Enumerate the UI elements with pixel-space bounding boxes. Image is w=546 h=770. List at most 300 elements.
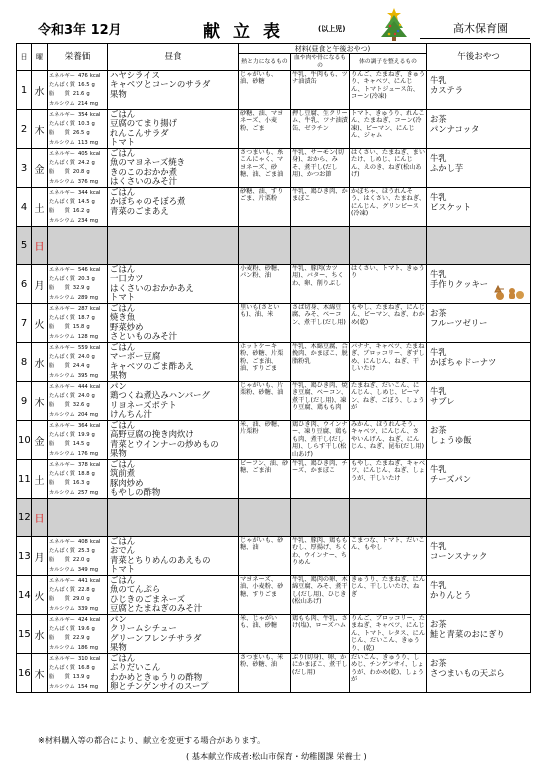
ing-energy: 小麦粉、砂糖、パン粉、油 (239, 265, 291, 304)
table-row (17, 421, 531, 460)
day-number: 6 (17, 265, 32, 304)
snack-item: 牛乳 (430, 75, 447, 85)
ing-blood: 牛乳、豚肉(カツ用)、バター、ちくわ、卵、削りぶし (291, 265, 350, 304)
nutrition-line (49, 81, 106, 90)
ing-blood: 押し豆腐、生クリーム、牛乳、ツナ油漬缶、ゼラチン (291, 110, 350, 149)
nutrition-value: 32.9 (72, 285, 85, 292)
nutrition-line (49, 605, 106, 614)
nutrition-value: 22.0 (72, 557, 85, 564)
nutrition-unit: g (91, 587, 95, 594)
snack-item: お茶 (430, 658, 447, 668)
snack-item: お茶 (430, 619, 447, 629)
nutrition-value: 349 (77, 566, 88, 573)
nutrition-line (49, 625, 106, 634)
nutrition-unit: mg (89, 139, 99, 146)
snack-item: チーズパン (430, 474, 472, 484)
snack-item: 牛乳 (430, 464, 447, 474)
snack-cell (427, 110, 531, 149)
table-row (17, 460, 531, 499)
nutrition-unit: kcal (89, 73, 101, 79)
nutrition-value: 186 (77, 644, 88, 651)
nutrition-line (49, 353, 106, 362)
nutrition-unit: mg (89, 644, 99, 651)
snack-cell (427, 615, 531, 654)
nutrition-value: 128 (77, 333, 88, 340)
snack-cell (427, 421, 531, 460)
nutrition-line (49, 556, 106, 565)
ing-energy: 砂糖、油、すりごま、片栗粉 (239, 188, 291, 227)
nutrition-unit: g (86, 441, 90, 448)
nutrition-label: 脂 質 (49, 674, 70, 681)
nutrition-cell (48, 304, 108, 343)
menu-item: クリームシチュー (110, 623, 177, 634)
nutrition-value: 16.8 (77, 665, 90, 672)
nutrition-value: 16.2 (72, 208, 85, 215)
nutrition-line (49, 470, 106, 479)
nutrition-label: カルシウム (49, 178, 75, 185)
nutrition-label: カルシウム (49, 566, 75, 573)
weekday: 木 (32, 382, 48, 421)
table-row (17, 110, 531, 149)
holiday-cell (48, 227, 108, 265)
nutrition-line (49, 284, 106, 293)
nutrition-unit: mg (89, 605, 99, 612)
snack-item: フルーツゼリー (430, 318, 488, 328)
nutrition-value: 14.5 (72, 441, 85, 448)
page-title: 献立表 (203, 22, 293, 42)
nutrition-label: カルシウム (49, 217, 75, 224)
nutrition-label: 脂 質 (49, 441, 70, 448)
table-row (17, 227, 531, 265)
nutrition-line (49, 644, 106, 653)
lunch-menu (108, 110, 239, 149)
table-row (17, 304, 531, 343)
nutrition-label: 脂 質 (49, 324, 70, 331)
holiday-cell (291, 227, 350, 265)
nutrition-value: 444 (77, 384, 88, 390)
nutrition-value: 10.3 (77, 121, 90, 128)
nutrition-label: カルシウム (49, 333, 75, 340)
weekday: 金 (32, 149, 48, 188)
menu-item: ごはん (110, 459, 136, 469)
nutrition-unit: kcal (89, 656, 101, 662)
nutrition-label: たんぱく質 (49, 82, 75, 89)
weekday: 水 (32, 71, 48, 110)
snack-item: パンナコッタ (430, 124, 480, 134)
ing-blood: 牛乳、鶏ひき肉、かまぼこ (291, 188, 350, 227)
ing-energy: ビーフン、油、砂糖、ごま油 (239, 460, 291, 499)
nutrition-unit: g (86, 208, 90, 215)
nutrition-unit: g (86, 285, 90, 292)
nutrition-value: 29.0 (72, 596, 85, 603)
nutrition-line (49, 479, 106, 488)
menu-item: 果物 (110, 642, 127, 653)
nutrition-line (49, 189, 106, 198)
weekday: 土 (32, 188, 48, 227)
ing-energy: ホットケーキ粉、砂糖、片栗粉、ごま油、油、すりごま (239, 343, 291, 382)
nutrition-unit: g (86, 402, 90, 409)
holiday-cell (427, 499, 531, 537)
nutrition-value: 20.3 (77, 276, 90, 283)
header-ing-energy: 熱と力になるもの (239, 54, 291, 71)
nutrition-value: 354 (77, 112, 88, 118)
menu-item: キャベツとコーンのサラダ (110, 79, 211, 90)
nutrition-label: たんぱく質 (49, 471, 75, 478)
nutrition-label: カルシウム (49, 683, 75, 690)
nutrition-value: 344 (77, 190, 88, 196)
nutrition-label: カルシウム (49, 644, 75, 651)
ing-blood: 牛乳、木綿豆腐、合挽肉、かまぼこ、脱脂粉乳 (291, 343, 350, 382)
nutrition-value: 20.8 (72, 169, 85, 176)
nutrition-value: 154 (77, 683, 88, 690)
nutrition-value: 26.5 (72, 130, 85, 137)
snack-cell (427, 537, 531, 576)
day-number: 10 (17, 421, 32, 460)
holiday-cell (350, 499, 427, 537)
day-number: 15 (17, 615, 32, 654)
nutrition-line (49, 159, 106, 168)
nutrition-cell (48, 421, 108, 460)
menu-item: マーボー豆腐 (110, 351, 161, 362)
nutrition-value: 18.7 (77, 315, 90, 322)
nutrition-unit: g (86, 363, 90, 370)
ing-body: りんご、ブロッコリー、たまねぎ、キャベツ、にんじん、トマト、レタス、にんじん、だいこん、きゅうり、(乾) (351, 615, 426, 652)
day-number: 9 (17, 382, 32, 421)
nutrition-cell (48, 576, 108, 615)
nutrition-line (49, 129, 106, 138)
nutrition-line (49, 577, 106, 586)
nutrition-label: 脂 質 (49, 596, 70, 603)
nutrition-label: エネルギー (49, 345, 75, 351)
nutrition-label: 脂 質 (49, 557, 70, 564)
menu-item: わかめときゅうりの酢物 (110, 671, 203, 682)
day-number: 16 (17, 654, 32, 693)
nutrition-line (49, 634, 106, 643)
day-number: 8 (17, 343, 32, 382)
nutrition-line (49, 207, 106, 216)
weekday: 月 (32, 265, 48, 304)
nutrition-unit: kcal (89, 306, 101, 312)
ing-energy: 米、油、砂糖、片栗粉 (239, 421, 291, 460)
nutrition-unit: kcal (89, 384, 101, 390)
menu-item: はくさいのみそ汁 (110, 176, 177, 187)
nutrition-unit: g (86, 596, 90, 603)
nutrition-unit: mg (89, 100, 99, 107)
holiday-cell (239, 499, 291, 537)
nutrition-line (49, 120, 106, 129)
nutrition-unit: g (86, 557, 90, 564)
menu-item: 鶏つくね煮込みハンバーグ (110, 390, 210, 401)
header-ingredients: 材料(昼食と午後おやつ) (239, 44, 427, 54)
nutrition-label: たんぱく質 (49, 626, 75, 633)
nutrition-label: エネルギー (49, 73, 75, 79)
menu-item: おでん (110, 545, 136, 556)
snack-item: カステラ (430, 85, 464, 95)
snack-item: 手作りクッキー (430, 279, 489, 289)
ing-body: こまつな、トマト、だいこん、もやし (350, 537, 427, 576)
nutrition-line (49, 431, 106, 440)
nutrition-line (49, 401, 106, 410)
snack-item: かりんとう (430, 590, 472, 600)
menu-item: パン (110, 614, 127, 624)
nutrition-line (49, 314, 106, 323)
nutrition-unit: mg (89, 217, 99, 224)
nutrition-unit: g (86, 130, 90, 137)
nutrition-line (49, 489, 106, 498)
nutrition-cell (48, 265, 108, 304)
day-number: 11 (17, 460, 32, 499)
nutrition-value: 25.3 (77, 548, 90, 555)
menu-item: もやしの酢物 (110, 487, 161, 498)
menu-item: 豆腐とたまねぎのみそ汁 (110, 603, 203, 614)
nutrition-unit: g (91, 432, 95, 439)
nutrition-label: エネルギー (49, 190, 75, 196)
nutrition-value: 22.8 (77, 587, 90, 594)
lunch-menu (108, 149, 239, 188)
menu-item: ごはん (110, 575, 136, 585)
weekday: 火 (32, 576, 48, 615)
weekday: 木 (32, 110, 48, 149)
menu-item: ごはん (110, 536, 136, 546)
menu-item: 高野豆腐の挽き肉炊け (110, 429, 194, 440)
menu-item: 青菜とウインナーの炒めもの (110, 438, 219, 449)
table-row (17, 188, 531, 227)
nutrition-unit: g (91, 665, 95, 672)
nutrition-label: 脂 質 (49, 208, 70, 215)
nutrition-value: 22.9 (72, 635, 85, 642)
ing-blood: 牛乳、鶏肉の卵、木綿豆腐、みそ、煮干し(だし用)、ひじき(松山あげ) (291, 576, 350, 615)
nutrition-value: 310 (77, 656, 88, 662)
nutrition-line (49, 333, 106, 342)
nutrition-unit: g (86, 91, 90, 98)
snack-item: さつまいもの天ぷら (430, 668, 505, 678)
ing-energy: さつまいも、米粉、砂糖、油 (239, 654, 291, 693)
nutrition-line (49, 72, 106, 81)
ing-body: たまねぎ、だいこん、にんじん、しめじ、ピーマン、ねぎ、ごぼう、しょうが (350, 382, 427, 421)
snack-cell (427, 576, 531, 615)
lunch-menu (108, 460, 239, 499)
nutrition-unit: mg (89, 411, 99, 418)
nutrition-value: 24.0 (77, 354, 90, 361)
snack-item: 牛乳 (430, 153, 447, 163)
snack-item: 牛乳 (430, 347, 447, 357)
nutrition-label: エネルギー (49, 539, 75, 545)
nutrition-unit: kcal (89, 617, 101, 623)
nutrition-unit: g (86, 635, 90, 642)
holiday-cell (108, 227, 239, 265)
lunch-menu (108, 537, 239, 576)
nutrition-label: 脂 質 (49, 130, 70, 137)
nutrition-label: たんぱく質 (49, 432, 75, 439)
nutrition-value: 176 (77, 450, 88, 457)
snack-item: かぼちゃドーナツ (430, 357, 497, 367)
nutrition-label: 脂 質 (49, 91, 70, 98)
menu-item: 果物 (110, 448, 127, 459)
nutrition-label: 脂 質 (49, 169, 70, 176)
ing-body: もやし、たまねぎ、キャベツ、にんじん、ねぎ、しょうが、干しいたけ (350, 460, 427, 499)
table-row (17, 537, 531, 576)
nutrition-line (49, 198, 106, 207)
nutrition-label: 脂 質 (49, 363, 70, 370)
nutrition-unit: g (86, 674, 90, 681)
snack-item: 牛乳 (430, 580, 447, 590)
day-number: 14 (17, 576, 32, 615)
menu-item: 果物 (110, 88, 127, 99)
nutrition-label: 脂 質 (49, 635, 70, 642)
header-underline (420, 38, 530, 39)
nutrition-label: たんぱく質 (49, 587, 75, 594)
nutrition-line (49, 217, 106, 226)
ing-blood: さば切身、木綿豆腐、みそ、ベーコン、煮干し(だし用) (291, 304, 350, 343)
nutrition-label: 脂 質 (49, 480, 70, 487)
table-row (17, 149, 531, 188)
nutrition-unit: kcal (89, 578, 101, 584)
nutrition-line (49, 383, 106, 392)
menu-item: れんこんサラダ (110, 127, 169, 138)
nutrition-line (49, 323, 106, 332)
ing-energy: 米、じゃがいも、油、砂糖 (239, 615, 291, 654)
nutrition-value: 32.6 (72, 402, 85, 409)
nutrition-value: 559 (77, 345, 88, 351)
ing-energy: じゃがいも、砂糖、油 (239, 537, 291, 576)
nutrition-label: たんぱく質 (49, 393, 75, 400)
ing-body: もやし、たまねぎ、にんじん、ピーマン、ねぎ、わかめ(乾) (350, 304, 427, 343)
nutrition-line (49, 266, 106, 275)
day-number: 3 (17, 149, 32, 188)
ing-blood: 牛乳、鶏ひき肉、焼き豆腐、ベーコン、煮干し(だし用)、凍り豆腐、鶏もも肉 (291, 382, 350, 421)
nutrition-value: 24.4 (72, 363, 85, 370)
day-number: 13 (17, 537, 32, 576)
nutrition-value: 16.3 (72, 480, 85, 487)
nutrition-unit: g (91, 471, 95, 478)
nutrition-cell (48, 149, 108, 188)
nutrition-value: 424 (77, 617, 88, 623)
header-ing-blood: 血や肉や骨になるもの (291, 54, 350, 71)
nutrition-label: カルシウム (49, 411, 75, 418)
nutrition-unit: kcal (89, 112, 101, 118)
lunch-menu (108, 71, 239, 110)
weekday: 火 (32, 304, 48, 343)
weekday: 日 (32, 227, 48, 265)
nutrition-line (49, 422, 106, 431)
nutrition-value: 15.8 (72, 324, 85, 331)
nutrition-unit: kcal (89, 539, 101, 545)
nutrition-cell (48, 537, 108, 576)
day-number: 1 (17, 71, 32, 110)
nutrition-unit: g (91, 121, 95, 128)
snack-cell (427, 654, 531, 693)
menu-item: 筑前煮 (110, 468, 136, 479)
nutrition-line (49, 566, 106, 575)
ing-blood: 牛乳、豚肉、鶏ももむし、厚揚げ、ちくわ、ウインナー、ちりめん (291, 537, 350, 576)
era-month: 令和3年 12月 (38, 23, 122, 38)
page-header (0, 0, 546, 44)
nutrition-line (49, 90, 106, 99)
snack-cell (427, 71, 531, 110)
nutrition-unit: g (91, 199, 95, 206)
ing-energy: 砂糖、油、マヨネーズ、小麦粉、ごま (239, 110, 291, 149)
nutrition-cell (48, 343, 108, 382)
snack-item: 鮭と青菜のおにぎり (430, 629, 505, 639)
ing-body: はくさい、トマト、きゅうり (350, 265, 427, 304)
nutrition-line (49, 616, 106, 625)
menu-item: ぶりだいこん (110, 662, 161, 673)
nutrition-label: たんぱく質 (49, 665, 75, 672)
nutrition-line (49, 305, 106, 314)
nutrition-label: カルシウム (49, 450, 75, 457)
menu-item: ごはん (110, 653, 136, 663)
nutrition-value: 257 (77, 489, 88, 496)
lunch-menu (108, 421, 239, 460)
nutrition-label: エネルギー (49, 384, 75, 390)
nutrition-line (49, 392, 106, 401)
ing-blood: 鶏ひき肉、ウインナー、凍り豆腐、鶏もも肉、煮干し(だし用)、しらす干し(松山あげ) (292, 421, 348, 458)
header-snack: 午後おやつ (427, 44, 531, 71)
nutrition-line (49, 461, 106, 470)
nutrition-line (49, 683, 106, 692)
nutrition-label: たんぱく質 (49, 315, 75, 322)
nutrition-value: 214 (77, 100, 88, 107)
nutrition-value: 441 (77, 578, 88, 584)
menu-item: ごはん (110, 109, 136, 119)
snack-item: コーンスナック (430, 551, 488, 561)
menu-item: ごはん (110, 187, 136, 197)
snack-item: しょうゆ飯 (430, 435, 472, 445)
lunch-menu (108, 265, 239, 304)
nutrition-cell (48, 71, 108, 110)
nutrition-value: 18.8 (77, 471, 90, 478)
ing-energy: 里いも(さといも)、油、米 (239, 304, 291, 343)
menu-item: 豆腐のてまり揚げ (110, 118, 177, 129)
menu-item: 焼き魚 (110, 312, 136, 323)
nutrition-value: 339 (77, 605, 88, 612)
nutrition-unit: mg (89, 683, 99, 690)
nutrition-unit: kcal (89, 151, 101, 157)
ing-blood: ぶり(切身)、卵、かにかまぼこ、煮干し(だし用) (291, 654, 350, 693)
nutrition-label: たんぱく質 (49, 548, 75, 555)
cookie-icon (492, 282, 526, 302)
weekday: 水 (32, 615, 48, 654)
lunch-menu (108, 576, 239, 615)
nutrition-line (49, 344, 106, 353)
nutrition-unit: g (86, 169, 90, 176)
menu-item: けんちん汁 (110, 409, 152, 420)
menu-item: ごはん (110, 148, 136, 158)
menu-item: キャベツのごま酢あえ (110, 360, 194, 371)
day-number: 2 (17, 110, 32, 149)
nutrition-line (49, 547, 106, 556)
snack-item: 牛乳 (430, 386, 447, 396)
nutrition-label: エネルギー (49, 617, 75, 623)
nutrition-label: エネルギー (49, 656, 75, 662)
header-lunch: 昼食 (108, 44, 239, 71)
header-day: 日 (17, 44, 32, 71)
nutrition-value: 24.0 (77, 393, 90, 400)
day-number: 5 (17, 227, 32, 265)
header-ing-body: 体の調子を整えるもの (350, 54, 427, 71)
ing-energy: じゃがいも、片栗粉、砂糖、油 (239, 382, 291, 421)
nutrition-unit: g (91, 82, 95, 89)
nutrition-cell (48, 110, 108, 149)
nutrition-cell (48, 460, 108, 499)
page-subtitle: (以上児) (318, 25, 346, 33)
nutrition-value: 408 (77, 539, 88, 545)
nutrition-line (49, 362, 106, 371)
snack-cell (427, 343, 531, 382)
nutrition-unit: kcal (89, 423, 101, 429)
table-row (17, 576, 531, 615)
nutrition-label: カルシウム (49, 100, 75, 107)
